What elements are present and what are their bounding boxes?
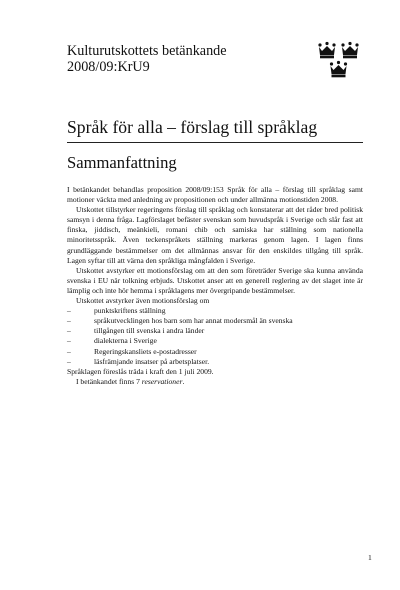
list-item-text: punktskriftens ställning xyxy=(94,306,166,316)
motion-topics-list xyxy=(67,306,363,367)
reservations-prefix: I betänkandet finns 7 xyxy=(76,376,142,386)
list-item-text: dialekterna i Sverige xyxy=(94,336,157,346)
list-item xyxy=(67,316,363,326)
list-item xyxy=(67,306,363,316)
reservations-paragraph xyxy=(67,377,363,387)
bullet-marker: – xyxy=(67,306,71,316)
committee-header xyxy=(67,43,227,75)
page-number: 1 xyxy=(368,553,372,562)
three-crowns-icon xyxy=(317,40,361,80)
summary-heading: Sammanfattning xyxy=(67,153,177,172)
list-item xyxy=(67,347,363,357)
committee-name: Kulturutskottets betänkande xyxy=(67,43,227,59)
reservations-term: reservationer xyxy=(141,376,183,386)
list-item xyxy=(67,357,363,367)
report-number: 2008/09:KrU9 xyxy=(67,59,150,75)
bullet-marker: – xyxy=(67,356,71,366)
list-item-text: tillgången till svenska i andra länder xyxy=(94,326,205,336)
list-item-text: Regeringskansliets e-postadresser xyxy=(94,346,197,356)
eu-motion-paragraph: Utskottet avstyrker ett motionsförslag om att den som företräder Sverige ska kunna använda svenska i EU när tolkning erbjuds. Utskottet anser att en generell reglering av det slaget inte är lämplig och inte hör hemma i språklagens mer övergripande bestämmelser. xyxy=(67,265,363,295)
report-title: Språk för alla – förslag till språklag xyxy=(67,117,318,137)
effective-date-paragraph: Språklagen föreslås träda i kraft den 1 juli 2009. xyxy=(67,366,214,376)
list-item-text: läsfrämjande insatser på arbetsplatser. xyxy=(94,356,210,366)
motions-intro-paragraph: Utskottet avstyrker även motionsförslag om xyxy=(76,296,210,306)
bullet-marker: – xyxy=(67,316,71,326)
bullet-marker: – xyxy=(67,326,71,336)
bullet-marker: – xyxy=(67,346,71,356)
reservations-suffix: . xyxy=(182,376,185,386)
summary-body xyxy=(67,185,363,387)
title-divider xyxy=(67,142,363,143)
bullet-marker: – xyxy=(67,336,71,346)
list-item xyxy=(67,326,363,336)
language-law-paragraph: Utskottet tillstyrker regeringens förslag till språklag och konstaterar att det råder bred politisk samsyn i denna fråga. Lagförslaget befäster svenskan som huvudspråk i Sverige och slår fast att finska, jiddisch, meänkieli, romani chib och samiska har ställning som nationella minoritetsspråk. Även teckenspråkets ställning markeras genom lagen. I lagen finns grundläggande bestämmelser om det allmännas ansvar för den enskildes tillgång till språk. Lagen syftar till att värna den språkliga mångfalden i Sverige. xyxy=(67,205,363,265)
list-item-text: språkutvecklingen hos barn som har annat modersmål än svenska xyxy=(94,316,293,326)
list-item xyxy=(67,336,363,346)
intro-paragraph: I betänkandet behandlas proposition 2008/09:153 Språk för alla – förslag till språklag samt motioner väckta med anledning av propositionen och under allmänna motionstiden 2008. xyxy=(67,185,363,205)
